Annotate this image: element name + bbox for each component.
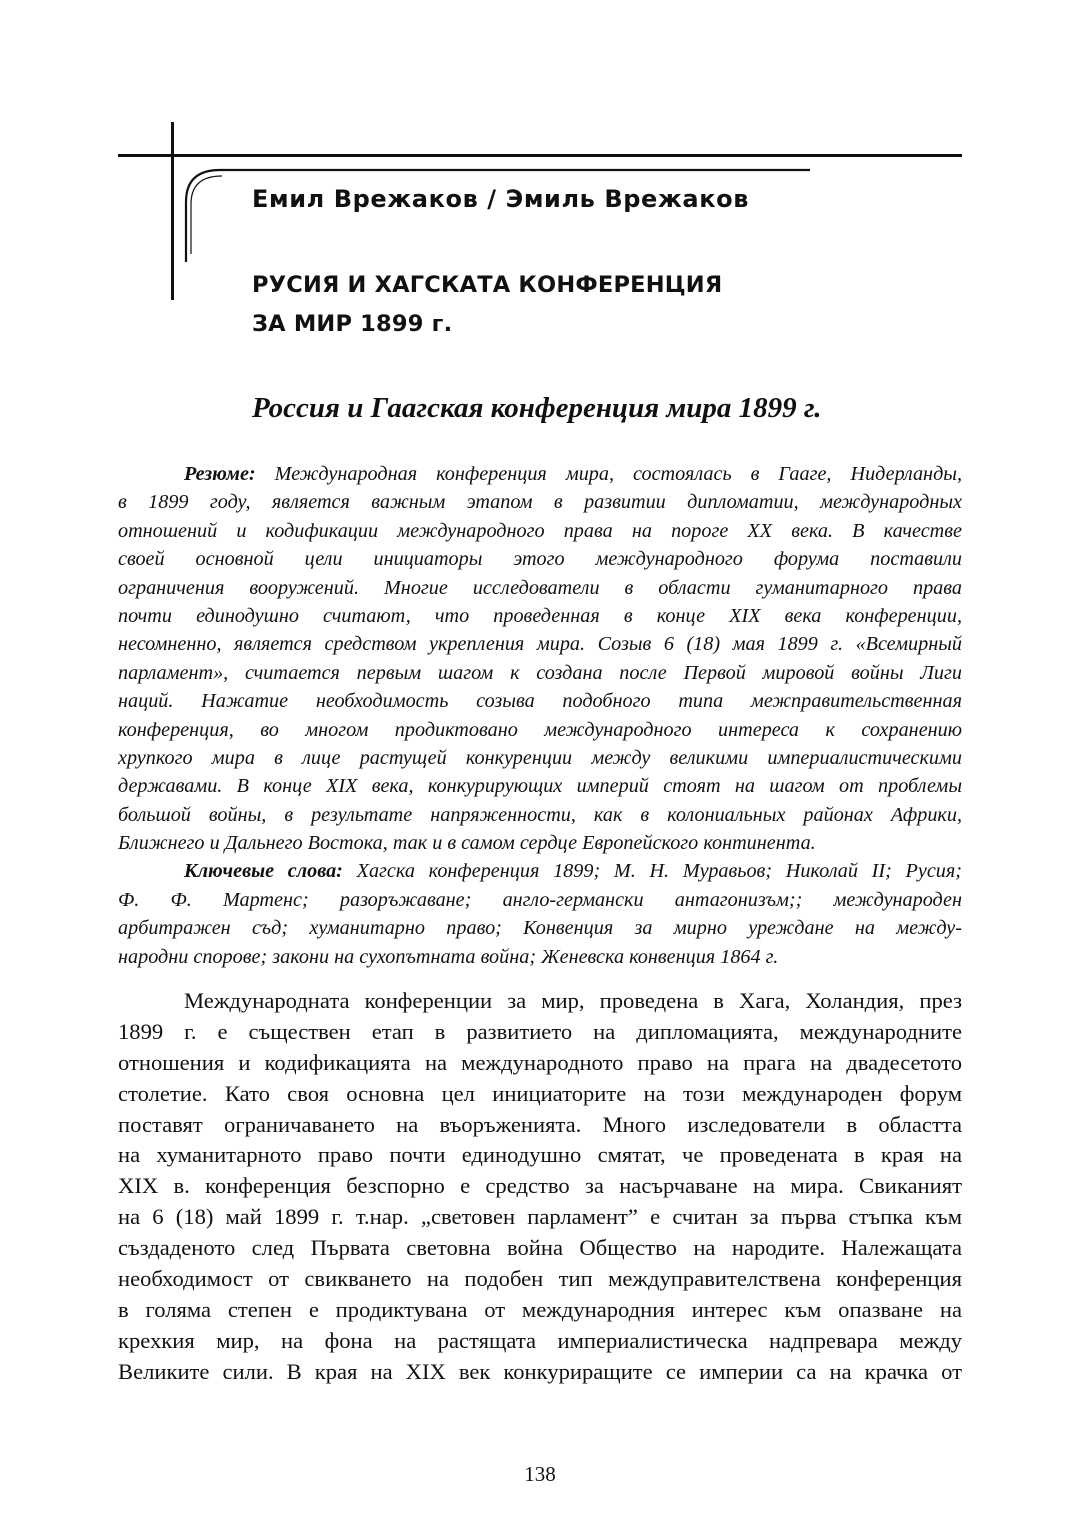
abstract-block [118, 460, 962, 971]
keywords-line: Ф. Ф. Мартенс; разоръжаване; англо-германски антагонизъм;; международен [118, 888, 962, 911]
page-number: 138 [524, 1462, 556, 1486]
summary-label: Резюме: [184, 463, 256, 485]
abstract-line-last: Ближнего и Дальнего Востока, так и в самом сердце Европейского континента. [118, 832, 816, 855]
abstract-line: большой войны, в результате напряженности, как в колониальных районах Африки, [118, 803, 962, 826]
abstract-line: отношений и кодификации международного права на пороге XX века. В качестве [118, 519, 962, 542]
article-title-bg [252, 266, 1012, 344]
article-title-line-1: РУСИЯ И ХАГСКАТА КОНФЕРЕНЦИЯ [252, 272, 723, 298]
article-title-ru: Россия и Гаагская конференция мира 1899 г. [252, 392, 822, 424]
keywords-line-last: народни спорове; закони на сухопътната война; Женевска конвенция 1864 г. [118, 945, 779, 968]
body-line: Международната конференции за мир, проведена в Хага, Холандия, през [184, 988, 962, 1013]
header-rule-horizontal [118, 154, 962, 157]
body-line: Великите сили. В края на XIX век конкуриращите се империи са на крачка от [118, 1358, 962, 1384]
body-line: на 6 (18) май 1899 г. т.нар. „световен парламент” е считан за първа стъпка към [118, 1204, 962, 1230]
body-line: създаденото след Първата световна война Общество на народите. Належащата [118, 1235, 962, 1261]
abstract-line: конференция, во многом продиктовано международного интереса к сохранению [118, 718, 962, 741]
body-line: 1899 г. е съществен етап в развитието на дипломацията, международните [118, 1018, 962, 1044]
keywords-label: Ключевые слова: [184, 860, 343, 883]
abstract-line: несомненно, является средством укрепления мира. Созыв 6 (18) мая 1899 г. «Всемирный [118, 633, 962, 656]
authors-line: Емил Врежаков / Эмиль Врежаков [252, 185, 749, 213]
body-line: крехкия мир, на фона на растящата империалистическа надпревара между [118, 1327, 962, 1353]
summary-first-text: Международная конференция мира, состоялась в Гааге, Нидерланды, [274, 463, 962, 485]
abstract-summary-first-line [118, 460, 962, 488]
abstract-line: наций. Нажатие необходимость созыва подобного типа межправительственная [118, 690, 962, 713]
abstract-line: ограничения вооружений. Многие исследователи в области гуманитарного права [118, 576, 962, 599]
abstract-line: хрупкого мира в лице растущей конкуренции между великими империалистическими [118, 746, 962, 769]
keywords-first-line [118, 857, 962, 885]
keywords-line: арбитражен съд; хуманитарно право; Конвенция за мирно уреждане на между- [118, 917, 962, 940]
body-line: необходимост от свикването на подобен тип междуправителствена конференция [118, 1266, 962, 1292]
abstract-line: парламент», считается первым шагом к создана после Первой мировой войны Лиги [118, 661, 962, 684]
abstract-line: в 1899 году, является важным этапом в развитии дипломатии, международных [118, 491, 962, 514]
abstract-line: державами. В конце XIX века, конкурирующих империй стоят на шагом от проблемы [118, 775, 962, 798]
body-paragraph [118, 986, 962, 1388]
body-line: поставят ограничаването на въоръженията. Много изследователи в областта [118, 1111, 962, 1137]
keywords-first-text: Хагска конференция 1899; М. Н. Муравьов; Николай II; Русия; [356, 860, 962, 883]
article-title-line-2: ЗА МИР 1899 г. [252, 311, 453, 337]
abstract-line: своей основной цели инициаторы этого международного форума поставили [118, 548, 962, 571]
header-rule-vertical [171, 122, 174, 300]
body-line: столетие. Като своя основна цел инициаторите на този международен форум [118, 1080, 962, 1106]
body-line: XIX в. конференция безспорно е средство за насърчаване на мира. Свиканият [118, 1173, 962, 1199]
body-line: в голяма степен е продиктувана от международния интерес към опазване на [118, 1296, 962, 1322]
body-line: на хуманитарното право почти единодушно смятат, че проведената в края на [118, 1142, 962, 1168]
abstract-line: почти единодушно считают, что проведенная в конце XIX века конференции, [118, 604, 962, 627]
body-line: отношения и кодификацията на международното право на прага на двадесетото [118, 1049, 962, 1075]
